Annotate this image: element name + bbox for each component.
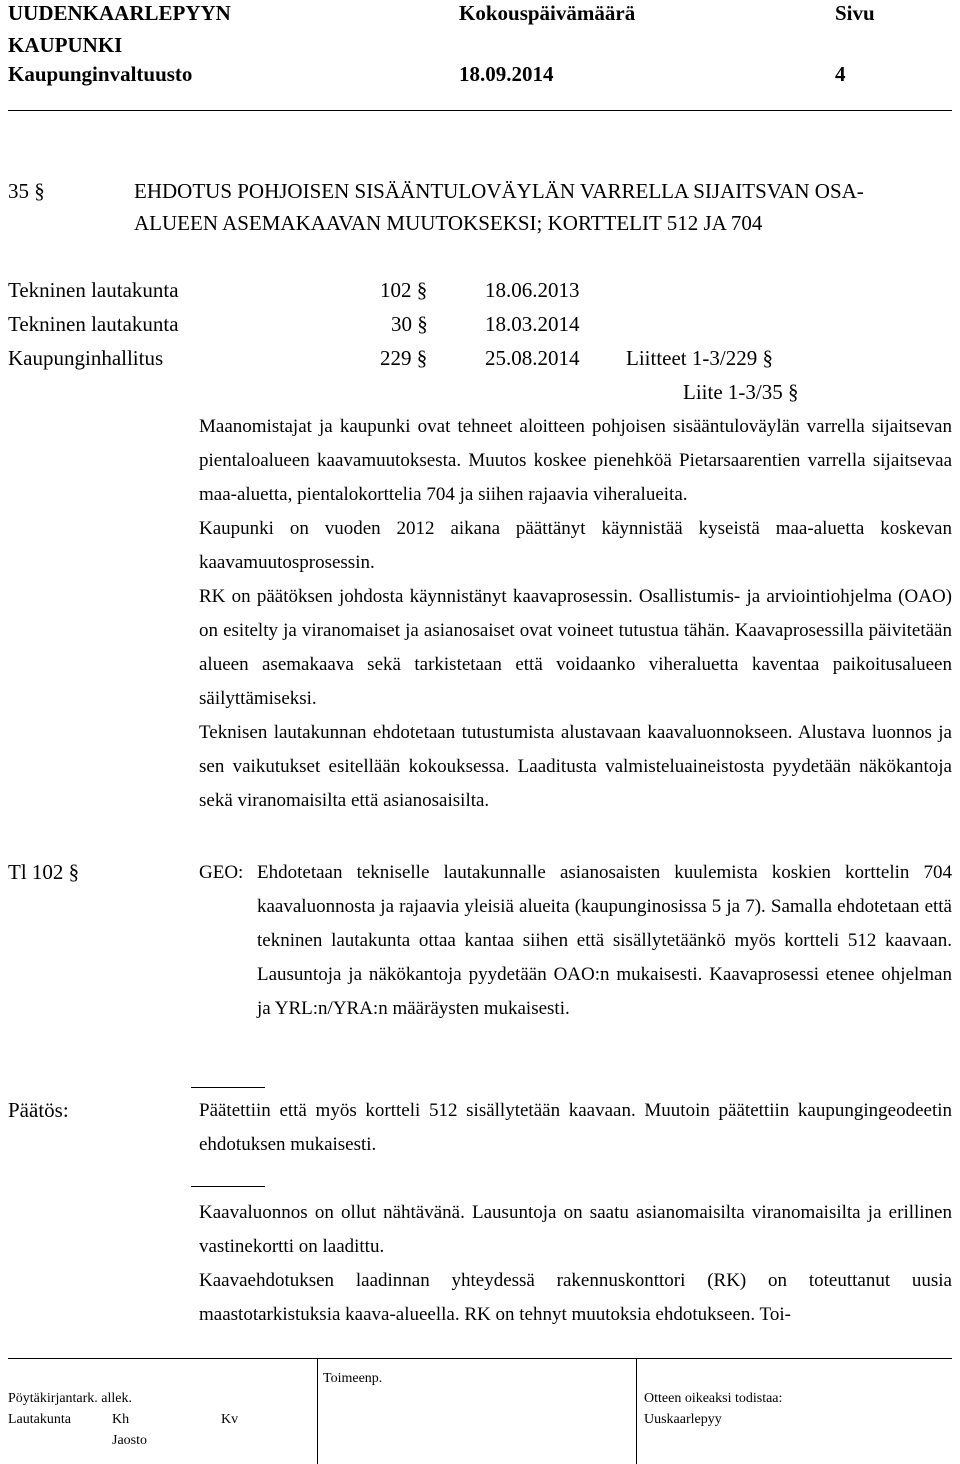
attachment-reference: Liite 1-3/35 § bbox=[683, 380, 799, 404]
minutes-check-label: Pöytäkirjantark. allek. bbox=[8, 1391, 133, 1406]
paragraph: Kaupunki on vuoden 2012 aikana päättänyt käynnistää kyseistä maa-aluetta koskevan kaavamuutosprosessin. bbox=[199, 518, 952, 573]
certified-label: Otteen oikeaksi todistaa: bbox=[644, 1391, 783, 1406]
meeting-body: Kaupunginvaltuusto bbox=[8, 62, 193, 86]
page-number: 4 bbox=[835, 62, 846, 86]
paragraph: RK on päätöksen johdosta käynnistänyt kaavaprosessin. Osallistumis- ja arviointiohjelma (OAO) on esitelty ja viranomaiset ja asianosaiset ovat voineet tutustua tähän. Kaavaprosessilla päivitetään alueen asemakaava sekä tarkistetaan että voidaanko viheraluetta kaventaa paikoitusalueen säilyttämiseksi. bbox=[199, 586, 952, 709]
history-body: Tekninen lautakunta bbox=[8, 278, 179, 302]
footer-column-divider bbox=[636, 1358, 637, 1464]
history-body: Kaupunginhallitus bbox=[8, 346, 164, 370]
paragraph: Teknisen lautakunnan ehdotetaan tutustumista alustavaan kaavaluonnokseen. Alustava luonnos ja sen vaikutukset esitellään kokouksessa. Laaditusta valmisteluaineistosta pyydetään näkökantoja sekä viranomaisilta että asianosaisilta. bbox=[199, 722, 952, 811]
decision-label: Päätös: bbox=[8, 1098, 69, 1122]
paragraph: Maanomistajat ja kaupunki ovat tehneet aloitteen pohjoisen sisääntuloväylän varrella sijaitsevan pientaloalueen kaavamuutoksesta. Muutos koskee pienehköä Pietarsaarentien varrella sijaitsevaa maa-aluetta, pientalokorttelia 704 ja siihen rajaavia viheralueita. bbox=[199, 416, 952, 505]
history-number: 30 § bbox=[391, 312, 428, 336]
footer-col-kh: Kh bbox=[112, 1412, 130, 1427]
header-divider bbox=[8, 110, 952, 111]
city-name: Uuskaarlepyy bbox=[644, 1412, 722, 1427]
page-label: Sivu bbox=[835, 1, 875, 25]
presenter-label: GEO: bbox=[199, 862, 244, 883]
footer-col-jaosto: Jaosto bbox=[112, 1433, 147, 1448]
org-name-line2: KAUPUNKI bbox=[8, 33, 123, 57]
history-date: 18.06.2013 bbox=[485, 278, 580, 302]
paragraph: Kaavaehdotuksen laadinnan yhteydessä rakennuskonttori (RK) on toteuttanut uusia maastotarkistuksia kaava-alueella. RK on tehnyt muutoksia ehdotukseen. Toi- bbox=[199, 1270, 952, 1325]
separator-rule bbox=[191, 1186, 265, 1187]
proposal-section-label: Tl 102 § bbox=[8, 860, 80, 884]
continuation-text bbox=[199, 1196, 952, 1332]
footer-column-divider bbox=[317, 1358, 318, 1464]
history-date: 18.03.2014 bbox=[485, 312, 580, 336]
history-attachments: Liitteet 1-3/229 § bbox=[626, 346, 773, 370]
paragraph: Kaavaluonnos on ollut nähtävänä. Lausuntoja on saatu asianomaisilta viranomaisilta ja erillinen vastinekortti on laadittu. bbox=[199, 1202, 952, 1257]
separator-rule bbox=[191, 1087, 265, 1088]
history-number: 229 § bbox=[380, 346, 428, 370]
meeting-date: 18.09.2014 bbox=[459, 62, 554, 86]
footer-divider bbox=[8, 1358, 952, 1359]
footer-col-lautakunta: Lautakunta bbox=[8, 1412, 71, 1427]
item-title-line2: ALUEEN ASEMAKAAVAN MUUTOKSEKSI; KORTTELIT 512 JA 704 bbox=[134, 211, 763, 235]
item-number: 35 § bbox=[8, 179, 45, 203]
decision-text: Päätettiin että myös kortteli 512 sisällytetään kaavaan. Muutoin päätettiin kaupungingeodeetin ehdotuksen mukaisesti. bbox=[199, 1100, 952, 1155]
date-label: Kokouspäivämäärä bbox=[459, 1, 636, 25]
item-title-line1: EHDOTUS POHJOISEN SISÄÄNTULOVÄYLÄN VARRELLA SIJAITSVAN OSA- bbox=[134, 179, 864, 203]
history-date: 25.08.2014 bbox=[485, 346, 580, 370]
footer-col-kv: Kv bbox=[221, 1412, 239, 1427]
history-number: 102 § bbox=[380, 278, 428, 302]
proposal-text: Ehdotetaan tekniselle lautakunnalle asianosaisten kuulemista koskien korttelin 704 kaavaluonnosta ja rajaavia yleisiä alueita (kaupunginosissa 5 ja 7). Samalla ehdotetaan että tekninen lautakunta ottaa kantaa siihen että sisällytetäänkö myös kortteli 512 kaavaan. Lausuntoja ja näkökantoja pyydetään OAO:n mukaisesti. Kaavaprosessi etenee ohjelman ja YRL:n/YRA:n määräysten mukaisesti. bbox=[257, 862, 952, 1019]
case-description bbox=[199, 410, 952, 818]
action-label: Toimeenp. bbox=[323, 1371, 383, 1386]
org-name-line1: UUDENKAARLEPYYN bbox=[8, 1, 231, 25]
history-body: Tekninen lautakunta bbox=[8, 312, 179, 336]
